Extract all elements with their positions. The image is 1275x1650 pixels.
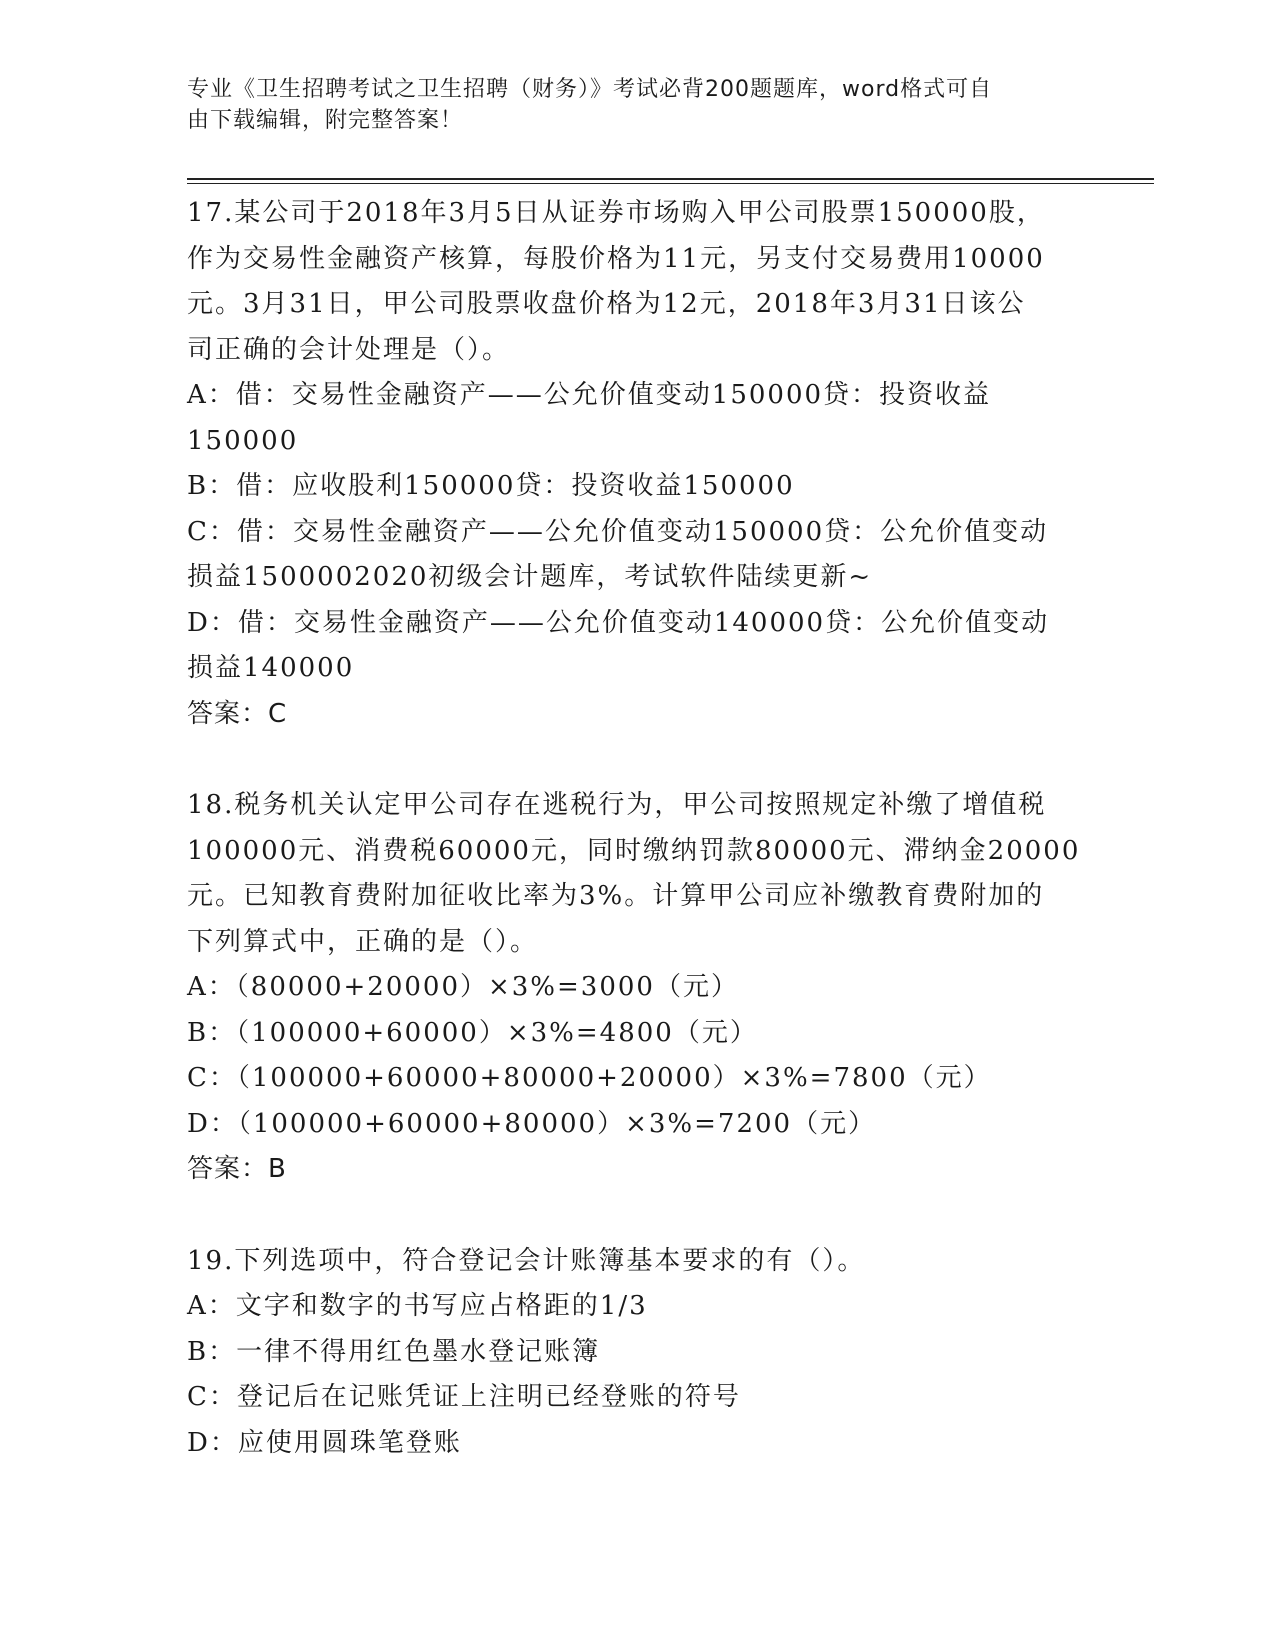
option-d: D：借：交易性金融资产——公允价值变动140000贷：公允价值变动 <box>187 607 1050 638</box>
option-d: D：应使用圆珠笔登账 <box>187 1427 462 1458</box>
option-d: D：（100000+60000+80000）×3%=7200（元） <box>187 1108 877 1139</box>
option-c-continued: 损益1500002020初级会计题库，考试软件陆续更新~ <box>187 562 873 592</box>
question-stem-line: 下列算式中，正确的是（）。 <box>187 926 539 957</box>
question-list <box>187 191 1087 1466</box>
question-19 <box>187 1239 1087 1467</box>
option-a: A：（80000+20000）×3%=3000（元） <box>187 972 739 1002</box>
header-line: 专业《卫生招聘考试之卫生招聘（财务）》考试必背200题题库，word格式可自 <box>187 77 993 102</box>
option-b: B：一律不得用红色墨水登记账簿 <box>187 1336 601 1367</box>
option-b: B：借：应收股利150000贷：投资收益150000 <box>187 471 795 501</box>
option-c: C：借：交易性金融资产——公允价值变动150000贷：公允价值变动 <box>187 516 1049 547</box>
option-c: C：登记后在记账凭证上注明已经登账的符号 <box>187 1382 741 1412</box>
question-stem-line: 100000元、消费税60000元，同时缴纳罚款80000元、滞纳金20000 <box>187 835 1081 866</box>
question-stem-line: 司正确的会计处理是（）。 <box>187 334 511 365</box>
option-c: C：（100000+60000+80000+20000）×3%=7800（元） <box>187 1063 992 1093</box>
answer-label: 答案：B <box>187 1154 287 1184</box>
question-spacer <box>187 737 1087 783</box>
question-stem-line: 18.税务机关认定甲公司存在逃税行为，甲公司按照规定补缴了增值税 <box>187 790 1047 820</box>
option-a: A：借：交易性金融资产——公允价值变动150000贷：投资收益 <box>187 380 992 410</box>
question-stem-line: 作为交易性金融资产核算，每股价格为11元，另支付交易费用10000 <box>187 243 1045 274</box>
option-a-continued: 150000 <box>187 425 299 456</box>
header-divider <box>187 178 1154 180</box>
option-b: B：（100000+60000）×3%=4800（元） <box>187 1017 758 1048</box>
question-18 <box>187 783 1087 1193</box>
option-d-continued: 损益140000 <box>187 653 355 683</box>
document-header <box>187 74 1067 136</box>
header-divider-thin <box>187 183 1154 184</box>
question-stem-line: 19.下列选项中，符合登记会计账簿基本要求的有（）。 <box>187 1245 866 1276</box>
question-stem-line: 元。已知教育费附加征收比率为3%。计算甲公司应补缴教育费附加的 <box>187 881 1045 911</box>
header-line: 由下载编辑，附完整答案！ <box>187 108 464 133</box>
question-stem-line: 元。3月31日，甲公司股票收盘价格为12元，2018年3月31日该公 <box>187 289 1026 319</box>
question-17 <box>187 191 1087 737</box>
answer-label: 答案：C <box>187 698 288 729</box>
question-stem-line: 17.某公司于2018年3月5日从证券市场购入甲公司股票150000股， <box>187 198 1045 228</box>
option-a: A：文字和数字的书写应占格距的1/3 <box>187 1291 648 1321</box>
question-spacer <box>187 1193 1087 1239</box>
